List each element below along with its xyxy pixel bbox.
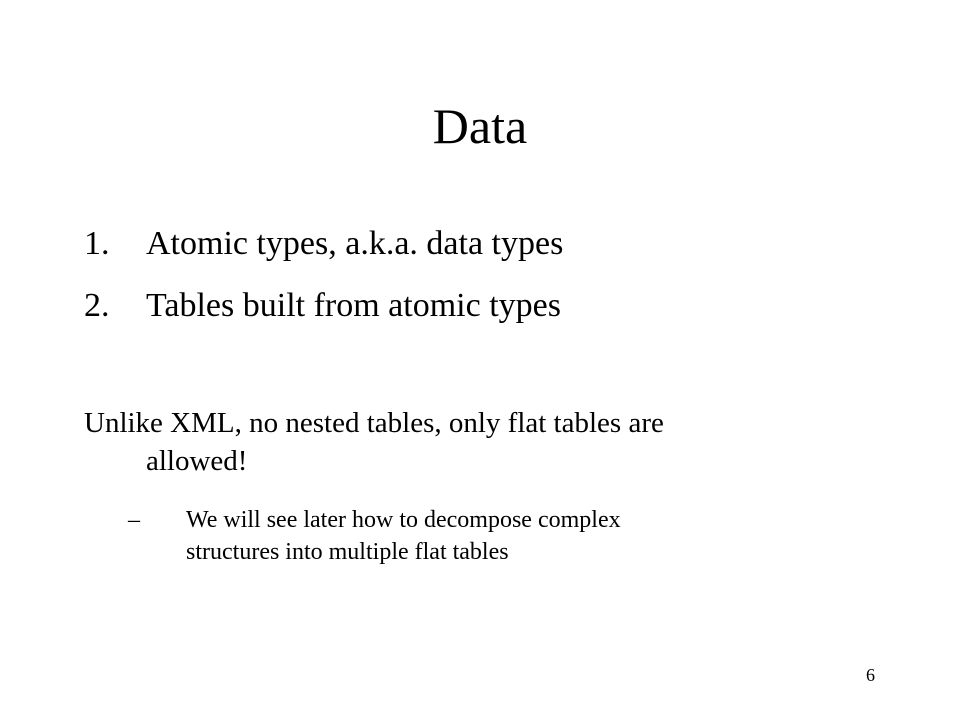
item-text: Atomic types, a.k.a. data types (146, 225, 564, 262)
body-paragraph (84, 404, 884, 480)
item-number: 1. (84, 225, 110, 262)
numbered-item (84, 224, 563, 264)
dash-bullet: – (128, 507, 140, 533)
sub-bullet-line: We will see later how to decompose complex (186, 507, 621, 533)
item-text: Tables built from atomic types (146, 287, 561, 324)
numbered-item (84, 286, 561, 326)
page-number: 6 (866, 665, 875, 685)
sub-bullet (128, 504, 848, 568)
item-number: 2. (84, 287, 110, 324)
paragraph-line: Unlike XML, no nested tables, only flat tables are (84, 407, 664, 439)
sub-bullet-line: structures into multiple flat tables (186, 539, 509, 565)
slide-title: Data (432, 98, 528, 154)
paragraph-line: allowed! (146, 445, 248, 477)
